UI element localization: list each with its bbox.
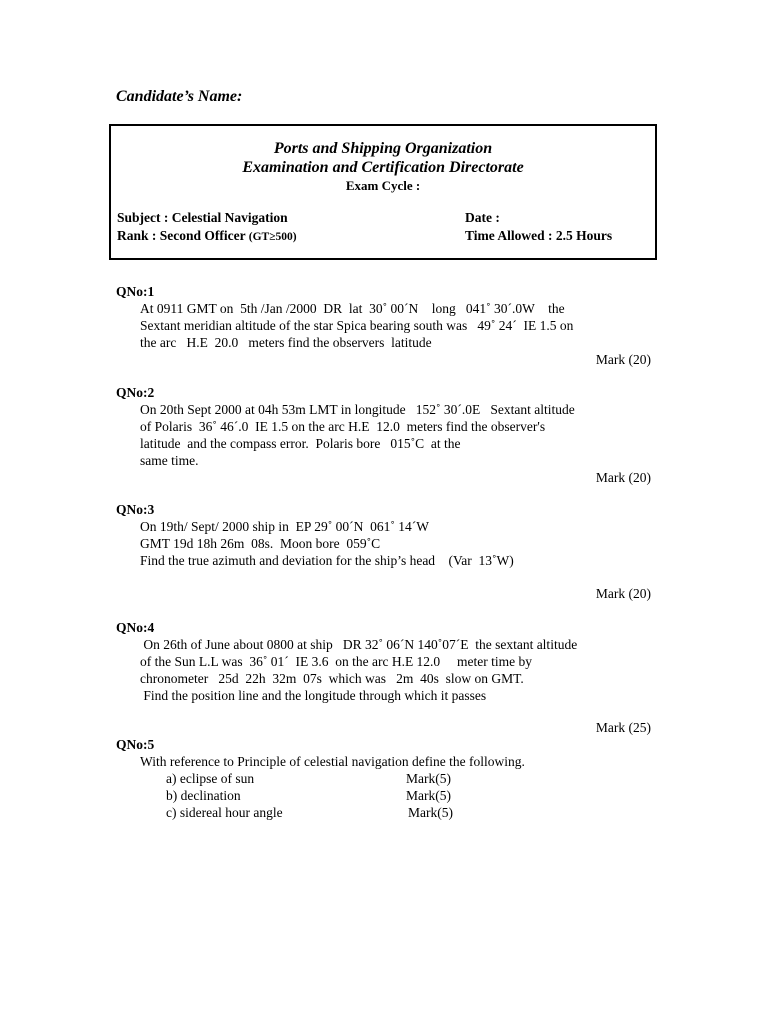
question-mark: Mark (20) [595, 352, 651, 367]
rank-label [117, 228, 297, 244]
rank-text: Rank : Second Officer [117, 228, 249, 243]
exam-cycle-label: Exam Cycle : [345, 178, 421, 193]
question-line: of the Sun L.L was 36˚ 01´ IE 3.6 on the arc H.E 12.0 meter time by [140, 654, 533, 669]
subject-label: Subject : Celestial Navigation [117, 210, 288, 225]
question-mark: Mark (25) [595, 720, 651, 735]
question-line: At 0911 GMT on 5th /Jan /2000 DR lat 30˚ 00´N long 041˚ 30´.0W the [140, 301, 565, 316]
directorate-title: Examination and Certification Directorate [242, 159, 524, 176]
question-line: of Polaris 36˚ 46´.0 IE 1.5 on the arc H.E 12.0 meters find the observer's [140, 419, 546, 434]
question-line: Find the true azimuth and deviation for the ship’s head (Var 13˚W) [140, 553, 514, 568]
exam-header-box [109, 124, 657, 260]
question-line: same time. [140, 453, 199, 468]
question-number: QNo:4 [116, 620, 155, 635]
subitem-mark: Mark(5) [406, 771, 451, 786]
organization-title: Ports and Shipping Organization [273, 140, 493, 157]
question-line: the arc H.E 20.0 meters find the observers latitude [140, 335, 432, 350]
subitem-mark: Mark(5) [406, 788, 451, 803]
question-line: Find the position line and the longitude through which it passes [140, 688, 487, 703]
subitem-label: b) declination [166, 788, 241, 803]
subitem-label: c) sidereal hour angle [166, 805, 283, 820]
date-label: Date : [465, 210, 500, 225]
question-line: On 20th Sept 2000 at 04h 53m LMT in longitude 152˚ 30´.0E Sextant altitude [140, 402, 575, 417]
candidate-name-label: Candidate’s Name: [116, 88, 243, 105]
subitem-mark: Mark(5) [408, 805, 453, 820]
question-line: latitude and the compass error. Polaris bore 015˚C at the [140, 436, 461, 451]
question-mark: Mark (20) [595, 586, 651, 601]
question-number: QNo:5 [116, 737, 155, 752]
question-line: With reference to Principle of celestial navigation define the following. [140, 754, 525, 769]
subitem-label: a) eclipse of sun [166, 771, 255, 786]
rank-gt-text: (GT≥500) [248, 231, 297, 243]
question-line: Sextant meridian altitude of the star Spica bearing south was 49˚ 24´ IE 1.5 on [140, 318, 574, 333]
question-line: On 19th/ Sept/ 2000 ship in EP 29˚ 00´N 061˚ 14´W [140, 519, 429, 534]
time-allowed-label: Time Allowed : 2.5 Hours [465, 228, 613, 243]
question-number: QNo:2 [116, 385, 155, 400]
question-number: QNo:1 [116, 284, 155, 299]
question-line: chronometer 25d 22h 32m 07s which was 2m 40s slow on GMT. [140, 671, 524, 686]
question-line: GMT 19d 18h 26m 08s. Moon bore 059˚C [140, 536, 381, 551]
question-line: On 26th of June about 0800 at ship DR 32˚ 06´N 140˚07´E the sextant altitude [140, 637, 578, 652]
question-number: QNo:3 [116, 502, 155, 517]
question-mark: Mark (20) [595, 470, 651, 485]
